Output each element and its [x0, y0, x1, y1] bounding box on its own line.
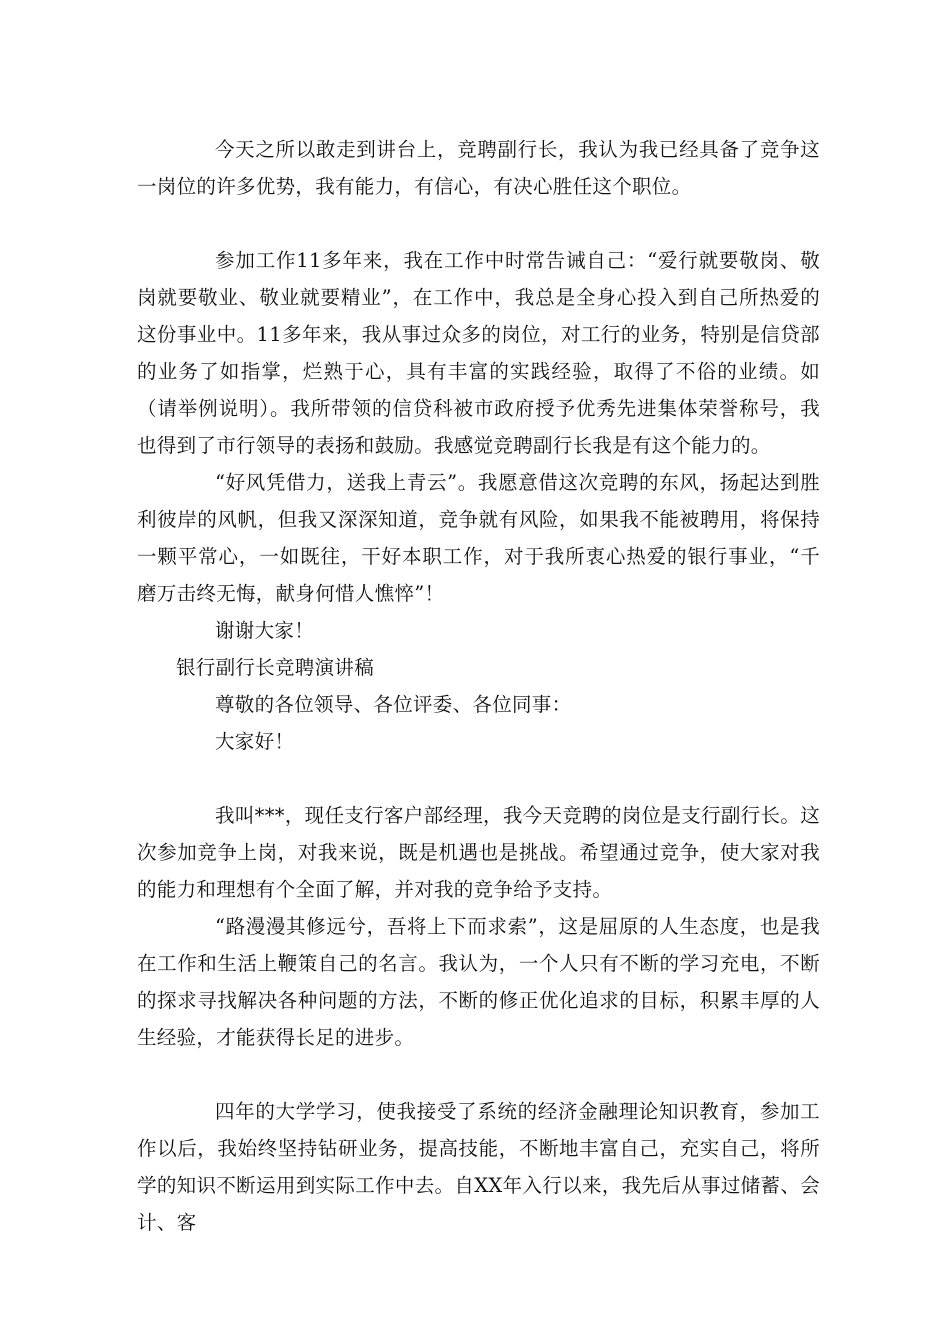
section-title: 银行副行长竞聘演讲稿: [176, 656, 375, 679]
paragraph-salutation: 尊敬的各位领导、各位评委、各位同事：: [215, 693, 572, 716]
paragraph-confidence: 今天之所以敢走到讲台上，竞聘副行长，我认为我已经具备了竞争这一岗位的许多优势，我有能力，有信心，有决心胜任这个职位。: [137, 138, 820, 198]
paragraph-thanks: 谢谢大家！: [215, 619, 315, 642]
paragraph-opportunity: “好风凭借力，送我上青云”。我愿意借这次竞聘的东风，扬起达到胜利彼岸的风帆，但我又深深知道，竞争就有风险，如果我不能被聘用，将保持一颗平常心，一如既往，干好本职工作，对于我所衷心热爱的银行事业，“千磨万击终无悔，献身何惜人憔悴”！: [137, 471, 820, 605]
paragraph-introduction: 我叫***，现任支行客户部经理，我今天竞聘的岗位是支行副行长。这次参加竞争上岗，对我来说，既是机遇也是挑战。希望通过竞争，使大家对我的能力和理想有个全面了解，并对我的竞争给予支持。: [137, 804, 820, 901]
paragraph-greeting: 大家好！: [215, 730, 295, 753]
paragraph-education: 四年的大学学习，使我接受了系统的经济金融理论知识教育，参加工作以后，我始终坚持钻研业务，提高技能，不断地丰富自己，充实自己，将所学的知识不断运用到实际工作中去。自XX年入行以来，我先后从事过储蓄、会计、客: [137, 1100, 820, 1234]
paragraph-motto: “路漫漫其修远兮，吾将上下而求索”，这是屈原的人生态度，也是我在工作和生活上鞭策自己的名言。我认为，一个人只有不断的学习充电，不断的探求寻找解决各种问题的方法，不断的修正优化追求的目标，积累丰厚的人生经验，才能获得长足的进步。: [137, 915, 820, 1049]
paragraph-work-experience: 参加工作11多年来，我在工作中时常告诫自己：“爱行就要敬岗、敬岗就要敬业、敬业就要精业”，在工作中，我总是全身心投入到自己所热爱的这份事业中。11多年来，我从事过众多的岗位，对工行的业务，特别是信贷部的业务了如指掌，烂熟于心，具有丰富的实践经验，取得了不俗的业绩。如（请举例说明）。我所带领的信贷科被市政府授予优秀先进集体荣誉称号，我也得到了市行领导的表扬和鼓励。我感觉竞聘副行长我是有这个能力的。: [137, 249, 820, 457]
